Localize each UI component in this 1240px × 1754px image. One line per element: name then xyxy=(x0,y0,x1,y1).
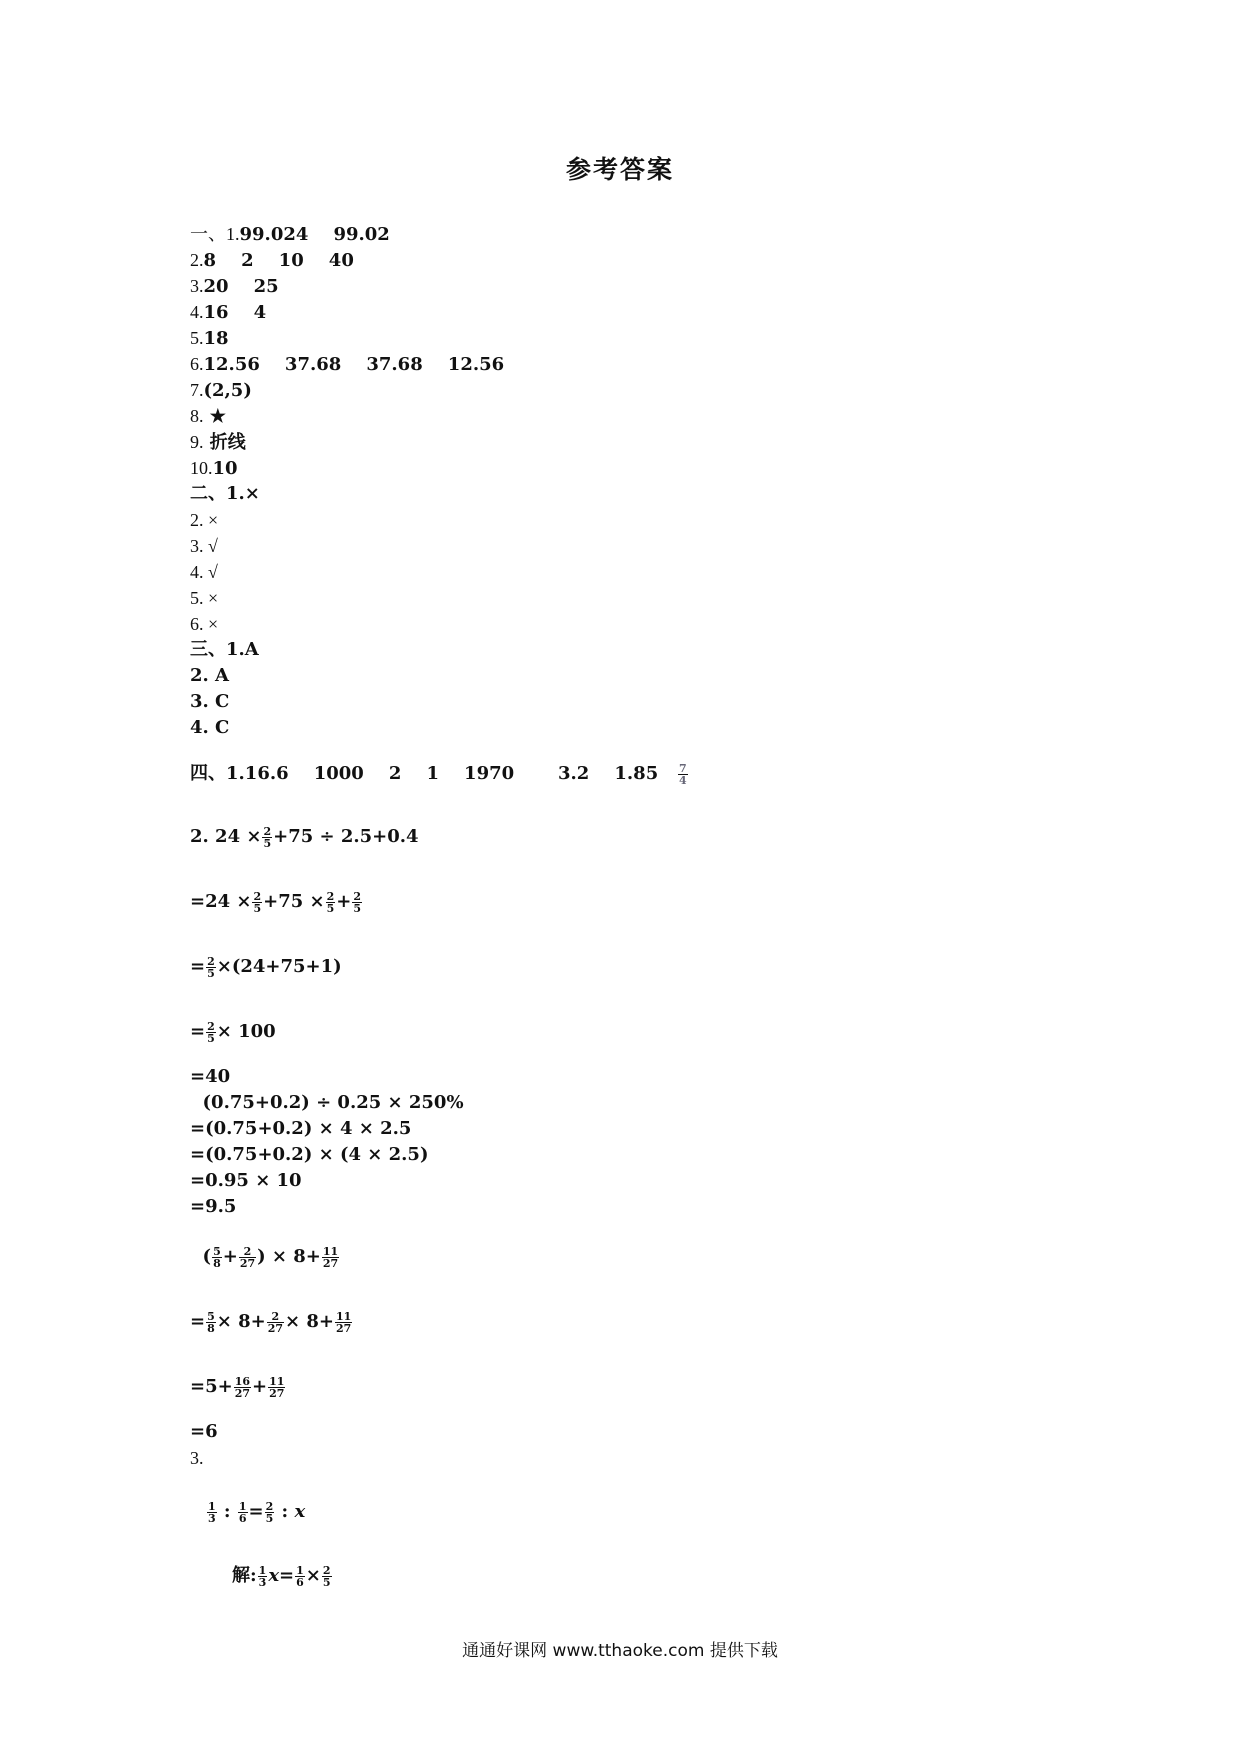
answer-text: 20 25 xyxy=(203,276,279,297)
question-3-label: 3. xyxy=(190,1448,204,1468)
answer-text: 16 4 xyxy=(203,302,267,323)
answer-text: A xyxy=(244,639,259,660)
calc2-line-b: =(0.75+0.2) × 4 × 2.5 xyxy=(190,1118,412,1139)
calc1-line-a: 2. 24 × $\frac{2}{5}$ +75 ÷ 2.5+0.4 xyxy=(190,824,419,850)
item-number: 四、1. xyxy=(190,763,245,784)
answer-line-3-3: 3. C xyxy=(190,691,230,712)
calc1-line-c: = $\frac{2}{5}$ ×(24+75+1) xyxy=(190,954,342,980)
answer-line-2-6: 6. × xyxy=(190,614,219,634)
answer-text: 折线 xyxy=(203,432,246,453)
calc1-line-e: =40 xyxy=(190,1066,231,1087)
answer-line-1-5 xyxy=(190,326,229,351)
answer-text: 12.56 37.68 37.68 12.56 xyxy=(203,354,505,375)
answer-line-2-3: 3. √ xyxy=(190,536,218,556)
calc3-line-b: = $\frac{5}{8}$ × 8+ $\frac{2}{27}$ × 8+ $\frac{11}{27}$ xyxy=(190,1309,352,1335)
item-number: 7. xyxy=(190,380,204,400)
calc2-line-c: =(0.75+0.2) × (4 × 2.5) xyxy=(190,1144,429,1165)
fraction: $\frac{1}{6}$ xyxy=(296,1563,304,1589)
answer-text: 10 xyxy=(212,458,238,479)
fraction: $\frac{1}{3}$ xyxy=(208,1499,216,1525)
answer-line-1-6 xyxy=(190,352,504,377)
fraction: $\frac{1}{3}$ xyxy=(258,1563,267,1589)
variable-x: x xyxy=(294,1501,306,1522)
fraction: $\frac{11}{27}$ xyxy=(269,1374,285,1400)
fraction: $\frac{7}{4}$ xyxy=(679,761,687,787)
answer-line-3-4: 4. C xyxy=(190,717,230,738)
fraction: $\frac{5}{8}$ xyxy=(207,1309,215,1335)
footer-source-note: 通通好课网 www.tthaoke.com 提供下载 xyxy=(462,1641,778,1661)
fraction: $\frac{2}{5}$ xyxy=(253,889,262,915)
fraction: $\frac{11}{27}$ xyxy=(322,1244,339,1270)
fraction: $\frac{2}{5}$ xyxy=(326,889,335,915)
item-number: 4. xyxy=(190,302,204,322)
item-number: 9. xyxy=(190,432,204,452)
answer-line-3-2: 2. A xyxy=(190,665,230,686)
calc2-line-e: =9.5 xyxy=(190,1196,237,1217)
answer-line-4-1 xyxy=(190,762,689,786)
answer-line-2-4: 4. √ xyxy=(190,562,218,582)
answer-text: 99.024 99.02 xyxy=(239,224,390,245)
item-number: 8. xyxy=(190,406,204,426)
fraction: $\frac{16}{27}$ xyxy=(234,1374,251,1400)
star-symbol: ★ xyxy=(203,406,226,427)
item-number: 6. xyxy=(190,354,204,374)
fraction: $\frac{2}{5}$ xyxy=(207,1019,215,1045)
answer-line-1-9 xyxy=(190,430,246,455)
calc2-line-d: =0.95 × 10 xyxy=(190,1170,302,1191)
fraction: $\frac{5}{8}$ xyxy=(213,1244,221,1270)
item-number: 2. xyxy=(190,250,204,270)
calc2-line-a: (0.75+0.2) ÷ 0.25 × 250% xyxy=(190,1092,464,1113)
answer-line-1-2 xyxy=(190,248,354,273)
answer-line-2-1: 二、1.× xyxy=(190,483,260,504)
fraction: $\frac{11}{27}$ xyxy=(336,1309,352,1335)
answer-text: 18 xyxy=(203,328,229,349)
fraction: $\frac{2}{5}$ xyxy=(263,824,272,850)
answer-line-1-3 xyxy=(190,274,279,299)
calc1-line-b: =24 × $\frac{2}{5}$ +75 × $\frac{2}{5}$ + $\frac{2}{5}$ xyxy=(190,889,362,915)
calc3-line-a: ( $\frac{5}{8}$ + $\frac{2}{27}$ ) × 8+ $\frac{11}{27}$ xyxy=(190,1244,339,1270)
answer-text: 16.6 1000 2 1 1970 3.2 1.85 xyxy=(244,763,659,784)
fraction: $\frac{1}{6}$ xyxy=(238,1499,247,1525)
calc3-line-c: =5+ $\frac{16}{27}$ + $\frac{11}{27}$ xyxy=(190,1374,285,1400)
answer-line-3-1 xyxy=(190,638,259,662)
fraction: $\frac{2}{27}$ xyxy=(239,1244,256,1270)
answer-line-1-4 xyxy=(190,300,266,325)
answer-line-2-5: 5. × xyxy=(190,588,219,608)
answer-text: (2,5) xyxy=(203,380,252,401)
item-number: 10. xyxy=(190,458,213,478)
fraction: $\frac{2}{27}$ xyxy=(267,1309,284,1335)
fraction: $\frac{2}{5}$ xyxy=(207,954,215,980)
solution-line: 解: $\frac{1}{3}$ x= $\frac{1}{6}$ × $\frac{2}{5}$ xyxy=(232,1563,331,1589)
answer-line-1-1 xyxy=(190,222,390,247)
item-number: 三、1. xyxy=(190,639,245,660)
answer-line-1-10 xyxy=(190,456,238,481)
answer-text: 8 2 10 40 xyxy=(203,250,354,271)
proportion-equation: $\frac{1}{3}$ : $\frac{1}{6}$ = $\frac{2}{5}$ : x xyxy=(208,1499,306,1525)
item-number: 一、1. xyxy=(190,224,240,244)
page-title: 参考答案 xyxy=(565,155,674,184)
answer-line-1-7 xyxy=(190,378,252,403)
calc1-line-d: = $\frac{2}{5}$ × 100 xyxy=(190,1019,276,1045)
item-number: 3. xyxy=(190,276,204,296)
answer-line-2-2: 2. × xyxy=(190,510,219,530)
item-number: 5. xyxy=(190,328,204,348)
answer-line-1-8 xyxy=(190,404,226,429)
fraction: $\frac{2}{5}$ xyxy=(265,1499,274,1525)
fraction: $\frac{2}{5}$ xyxy=(322,1563,331,1589)
fraction: $\frac{2}{5}$ xyxy=(353,889,362,915)
calc3-line-d: =6 xyxy=(190,1421,218,1442)
